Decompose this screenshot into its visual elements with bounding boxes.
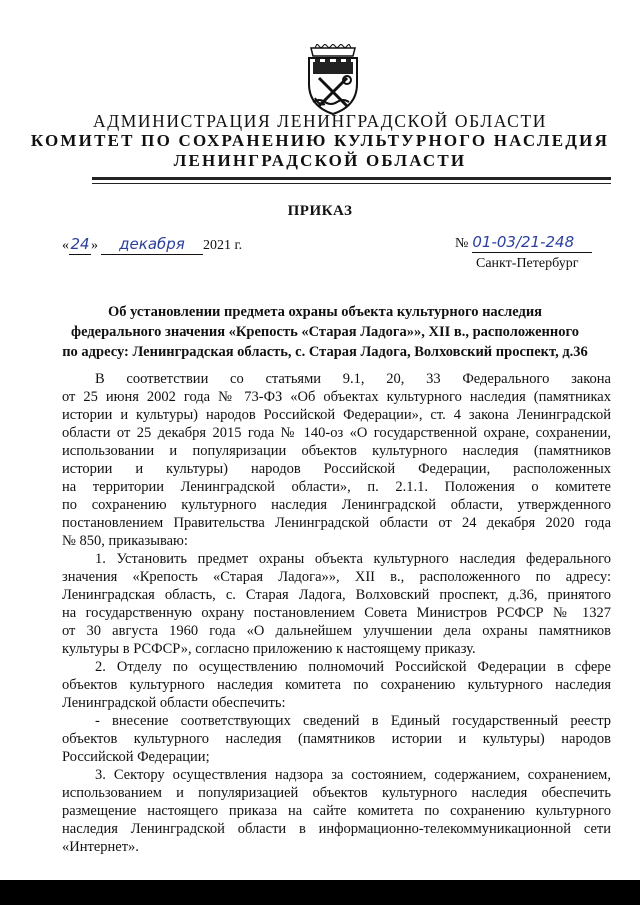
date-month-handwritten: декабря <box>119 235 185 253</box>
body-line: Российской Федерации; <box>62 749 210 765</box>
subject-line: по адресу: Ленинградская область, с. Старая Ладога, Волховский проспект, д.36 <box>62 344 588 360</box>
subject-line: Об установлении предмета охраны объекта культурного наследия <box>107 304 543 320</box>
body-line: использованием и популяризацией объектов культурного наследия обеспечить <box>62 785 611 801</box>
number-prefix: № <box>455 236 469 251</box>
body-line: на территории Ленинградской области», п. 2.1.1. Положения о комитете <box>62 479 611 495</box>
body-line: «Интернет». <box>62 839 139 855</box>
document-number <box>455 233 592 253</box>
body-line: 3. Сектору осуществления надзора за состоянием, содержанием, сохранением, <box>95 767 611 783</box>
org-name-line-1: АДМИНИСТРАЦИЯ ЛЕНИНГРАДСКОЙ ОБЛАСТИ <box>93 111 547 131</box>
body-line: от 30 августа 1960 года «О дальнейшем улучшении дела охраны памятников <box>62 623 611 639</box>
date-close-quote: » <box>91 238 98 253</box>
subject-line: федерального значения «Крепость «Старая Ладога»», XII в., расположенного <box>71 324 579 340</box>
body-line: истории и культуры) народов Российской Федерации, расположенных <box>62 461 611 477</box>
city-name: Санкт-Петербург <box>476 256 579 271</box>
body-line: Ленинградская область, с. Старая Ладога, Волховский проспект, д.36, принятого <box>62 587 611 603</box>
header-divider-thin <box>92 183 611 184</box>
header-divider-thick <box>92 177 611 180</box>
body-line: - внесение соответствующих сведений в Единый государственный реестр <box>95 713 611 729</box>
body-line: размещение настоящего приказа на сайте комитета по сохранению культурного <box>62 803 611 819</box>
body-line: использовании и популяризации объектов культурного наследия (памятников <box>62 443 611 459</box>
body-line: значения «Крепость «Старая Ладога»», XII в., расположенного по адресу: <box>62 569 611 585</box>
org-name-line-3: ЛЕНИНГРАДСКОЙ ОБЛАСТИ <box>173 151 467 170</box>
body-line: № 850, приказываю: <box>62 533 188 549</box>
number-handwritten: 01-03/21-248 <box>472 233 575 251</box>
date-open-quote: « <box>62 238 69 253</box>
body-line: области от 25 декабря 2015 года № 140-оз «О государственной охране, сохранении, <box>62 425 611 441</box>
body-line: объектов культурного наследия (памятников истории и культуры) народов <box>62 731 611 747</box>
date-day-handwritten: 24 <box>70 235 90 253</box>
body-line: наследия Ленинградской области в информационно-телекоммуникационной сети <box>62 821 611 837</box>
body-line: на государственную охрану постановлением Совета Министров РСФСР № 1327 <box>62 605 611 621</box>
body-line: Ленинградской области обеспечить: <box>62 695 286 711</box>
body-line: по сохранению культурного наследия Ленинградской области, утвержденного <box>62 497 611 513</box>
document-date <box>62 235 242 255</box>
document-title: ПРИКАЗ <box>287 203 353 219</box>
body-line: объектов культурного наследия комитета по сохранению культурного наследия <box>62 677 611 693</box>
body-line: В соответствии со статьями 9.1, 20, 33 Федерального закона <box>95 371 611 387</box>
body-line: 2. Отделу по осуществлению полномочий Российской Федерации в сфере <box>95 659 611 675</box>
coat-of-arms-icon <box>301 44 365 116</box>
scan-bottom-edge <box>0 880 640 905</box>
body-line: 1. Установить предмет охраны объекта культурного наследия федерального <box>95 551 611 567</box>
body-line: истории и культуры) народов Российской Федерации», ст. 4 закона Ленинградской <box>62 407 611 423</box>
org-name-line-2: КОМИТЕТ ПО СОХРАНЕНИЮ КУЛЬТУРНОГО НАСЛЕДИЯ <box>30 131 610 150</box>
order-subject <box>50 302 600 362</box>
body-line: культуры в РСФСР», согласно приложению к настоящему приказу. <box>62 641 476 657</box>
date-year: 2021 г. <box>203 238 243 253</box>
body-line: постановлением Правительства Ленинградской области от 24 декабря 2020 года <box>62 515 611 531</box>
body-line: от 25 июня 2002 года № 73-ФЗ «Об объектах культурного наследия (памятниках <box>62 389 611 405</box>
